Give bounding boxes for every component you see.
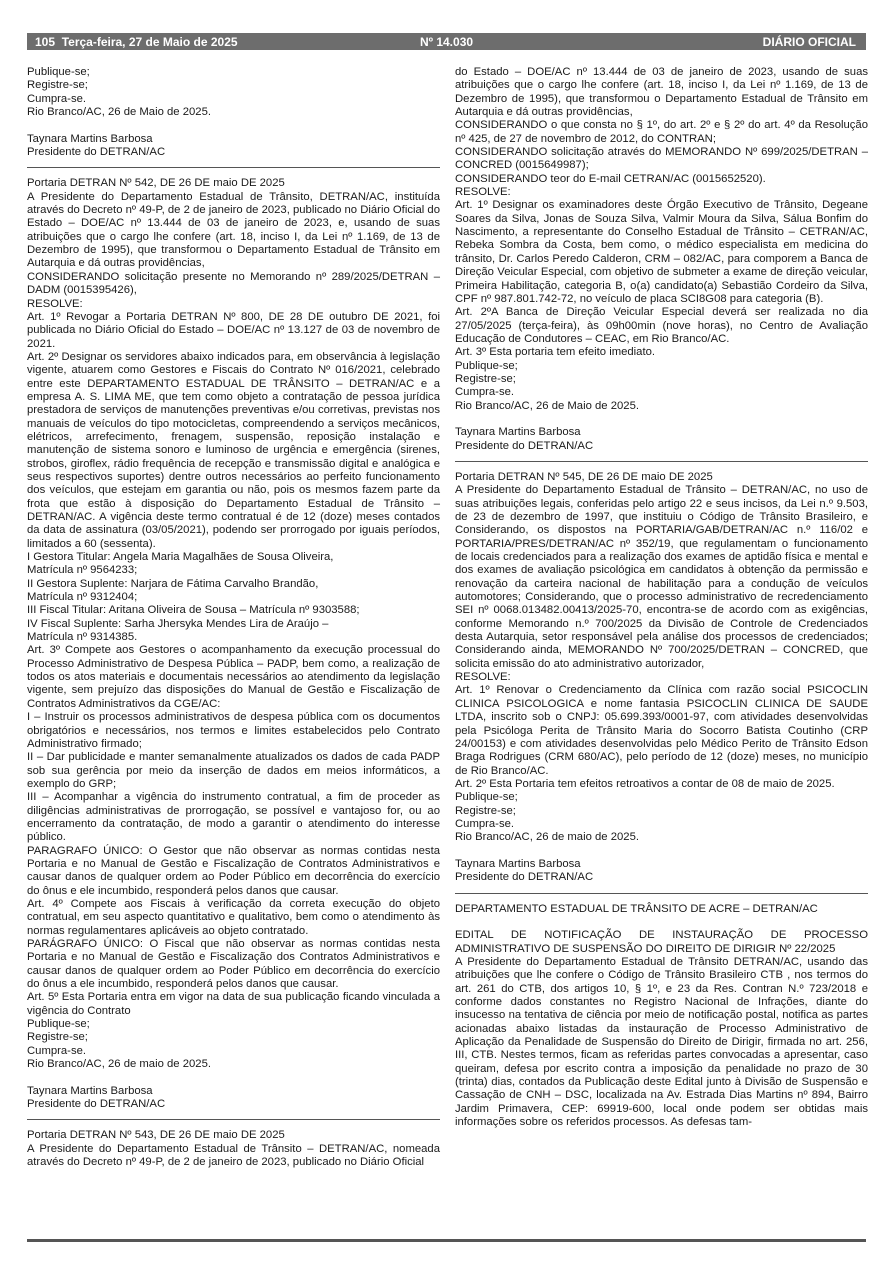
closing-line: Rio Branco/AC, 26 de Maio de 2025. [27, 106, 211, 119]
article-2: Art. 2ºA Banca de Direção Veicular Especial deverá ser realizada no dia 27/05/2025 (terça-feira), às 09h00min (nove horas), no Centro de Avaliação Educação de Condutores – CEAC, em Rio Branco/AC. [455, 306, 868, 345]
page-header [27, 33, 866, 50]
issue-date: Terça-feira, 27 de Maio de 2025 [61, 35, 238, 49]
portaria-543 [27, 1129, 440, 1169]
resolve-label: RESOLVE: [455, 671, 511, 684]
section-divider [27, 167, 440, 168]
signatory-name: Taynara Martins Barbosa [455, 426, 581, 439]
signatory-title: Presidente do DETRAN/AC [27, 146, 166, 159]
article-3: Art. 3º Compete aos Gestores o acompanhamento da execução processual do Processo Administrativo de Despesa Pública – PADP, bem como, a realização de todos os atos materiais e documentais necessários ao atendimento da legislação vigente, sem prejuízo das disposições do Manual de Gestão e Fiscalização de Contratos Administrativos da CGE/AC: [27, 644, 440, 710]
item-ii: II – Dar publicidade e manter semanalmente atualizados os dados de cada PADP sob sua gerência por meio da inserção de dados em meios informáticos, a exemplo do GRP; [27, 751, 440, 790]
paragrafo-unico-gestor: PARAGRAFO ÚNICO: O Gestor que não observar as normas contidas nesta Portaria e no Manual de Gestão e Fiscalização de Contratos Administrativos e causar danos de qualquer ordem ao Poder Público em decorrência do exercício do ônus e ele incumbido, responderá pelos danos que causar. [27, 844, 440, 897]
left-column [27, 66, 440, 1170]
article-3: Art. 3º Esta portaria tem efeito imediato. [455, 346, 656, 359]
role-line: III Fiscal Titular: Aritana Oliveira de Sousa – Matrícula nº 9303588; [27, 604, 360, 617]
considerando: CONSIDERANDO teor do E-mail CETRAN/AC (0015652520). [455, 172, 766, 185]
role-line: Matrícula nº 9312404; [27, 591, 138, 604]
role-line: IV Fiscal Suplente: Sarha Jhersyka Mendes Lira de Araújo – [27, 617, 329, 630]
signatory-name: Taynara Martins Barbosa [455, 857, 581, 870]
article-2: Art. 2º Esta Portaria tem efeitos retroativos a contar de 08 de maio de 2025. [455, 777, 835, 790]
closing-line: Rio Branco/AC, 26 de maio de 2025. [455, 831, 639, 844]
signatory-title: Presidente do DETRAN/AC [27, 1098, 166, 1111]
footer-rule [27, 1239, 866, 1242]
section-divider [455, 461, 868, 462]
closing-line: Cumpra-se. [455, 386, 515, 399]
closing-line: Publique-se; [27, 66, 90, 78]
signatory-name: Taynara Martins Barbosa [27, 132, 153, 145]
closing-line: Cumpra-se. [27, 1044, 87, 1057]
paragrafo-unico-fiscal: PARÁGRAFO ÚNICO: O Fiscal que não observar as normas contidas nesta Portaria e no Manual de Gestão e Fiscalização dos Contratos Administrativos e causar danos de qualquer ordem ao Poder Público em decorrência do exercício do ônus a ele incumbido, responderá pelos danos que causar. [27, 938, 440, 991]
article-1: Art. 1º Designar os examinadores deste Órgão Executivo de Trânsito, Degeane Soares da Silva, Jonas de Souza Silva, Valmir Moura da Silva, Sálua Bonfim do Nascimento, a representante do Conselho Estadual de Trânsito – CETRAN/AC, Rebeka Sombra da Costa, bem como, o médico especialista em medicina do trânsito, Dr. Carlos Peredo Calderon, CRM – 082/AC, para comporem a Banca de Direção Veicular Especial, com objetivo de submeter a exame de direção veicular, Primeira Habilitação, categoria B, o(a) candidato(a) Sebastião Cordeiro da Silva, CPF nº 987.801.742-72, no veículo de placa SCI8G08 para categoria (B). [455, 199, 868, 305]
edital-title: EDITAL DE NOTIFICAÇÃO DE INSTAURAÇÃO DE PROCESSO ADMINISTRATIVO DE SUSPENSÃO DO DIREITO DE DIRIGIR Nº 22/2025 [455, 929, 868, 955]
publication-name: DIÁRIO OFICIAL [762, 35, 856, 49]
closing-line: Registre-se; [27, 79, 88, 92]
right-column [455, 66, 868, 1129]
considerando: CONSIDERANDO o que consta no § 1º, do art. 2º e § 2º do art. 4º da Resolução nº 425, de 27 de novembro de 2012, do CONTRAN; [455, 119, 868, 145]
portaria-title: Portaria DETRAN Nº 545, DE 26 DE maio DE 2025 [455, 470, 713, 483]
article-4: Art. 4º Compete aos Fiscais à verificação da correta execução do objeto contratual, em seu aspecto quantitativo e qualitativo, bem como o atendimento às normas regulamentares aplicáveis ao objeto contratado. [27, 897, 440, 937]
signatory-title: Presidente do DETRAN/AC [455, 439, 594, 452]
portaria-543-continued [455, 66, 868, 453]
article-5: Art. 5º Esta Portaria entra em vigor na data de sua publicação ficando vinculada a vigência do Contrato [27, 991, 440, 1017]
section-divider [455, 893, 868, 894]
closing-line: Rio Branco/AC, 26 de maio de 2025. [27, 1058, 211, 1071]
closing-line: Publique-se; [455, 359, 518, 372]
signatory-title: Presidente do DETRAN/AC [455, 871, 594, 884]
closing-line: Registre-se; [455, 804, 516, 817]
considerando: CONSIDERANDO solicitação presente no Memorando nº 289/2025/DETRAN – DADM (0015395426), [27, 270, 440, 297]
portaria-body: A Presidente do Departamento Estadual de Trânsito – DETRAN/AC, no uso de suas atribuições legais, conferidas pelo artigo 22 e seus incisos, da Lei n.º 9.503, de 23 de dezembro de 1997, que instituiu o Código de Trânsito Brasileiro, e Considerando, os dispostos na PORTARIA/GAB/DETRAN/AC n.º 116/02 e PORTARIA/PRES/DETRAN/AC nº 352/19, que regulamentam o funcionamento de locais credenciados para a realização dos exames de aptidão física e mental e dos exames de avaliação psicológica em candidatos à obtenção da permissão e renovação da carteira nacional de habilitação para a condução de veículos automotores; Considerando, que o processo administrativo de recredenciamento SEI nº 0068.013482.00413/2025-70, encontra-se de acordo com as exigências, conforme Memorando n.º 700/2025 da Divisão de Controle de Credenciados desta Autarquia, setor responsável pela análise dos processos de credenciados; Considerando ainda, MEMORANDO Nº 700/2025/DETRAN – CONCRED, que solicita emissão do ato administrativo autorizador, [455, 484, 868, 670]
portaria-545 [455, 471, 868, 885]
issue-number: Nº 14.030 [419, 35, 474, 49]
edital-department: DEPARTAMENTO ESTADUAL DE TRÂNSITO DE ACRE – DETRAN/AC [455, 902, 818, 915]
portaria-title: Portaria DETRAN Nº 543, DE 26 DE maio DE 2025 [27, 1129, 285, 1142]
role-line: I Gestora Titular: Angela Maria Magalhães de Sousa Oliveira, [27, 551, 334, 564]
item-i: I – Instruir os processos administrativos de despesa pública com os documentos obrigatórios e necessários, nos termos e limites estabelecidos pelo Contrato Administrativo firmado; [27, 711, 440, 750]
role-line: Matrícula nº 9314385. [27, 631, 138, 644]
edital-body: A Presidente do Departamento Estadual de Trânsito DETRAN/AC, usando das atribuições que lhe confere o Código de Trânsito Brasileiro CTB , nos termos do art. 261 do CTB, dos artigos 10, § 1º, e 23 da Res. Contran N.º 723/2018 e conforme dados constantes no Registro Nacional de Infrações, diante do insucesso na tentativa de ciência por meio de notificação postal, notifica as partes acionadas abaixo listadas da instauração de Processo Administrativo de Aplicação da Penalidade de Suspensão do Direito de Dirigir, firmada no art. 256, III, CTB. Nestes termos, ficam as referidas partes convocadas a apresentar, caso queiram, defesa por escrito contra a imposição da penalidade no prazo de 30 (trinta) dias, contados da Publicação deste Edital junto à Divisão de Suspensão e Cassação de CNH – DSC, localizada na Av. Estrada Dias Martins nº 894, Bairro Jardim Primavera, CEP: 69919-600, local onde podem ser obtidas mais informações sobre os referidos processos. As defesas tam- [455, 956, 868, 1129]
resolve-label: RESOLVE: [455, 186, 511, 199]
closing-line: Publique-se; [455, 791, 518, 804]
closing-line: Rio Branco/AC, 26 de Maio de 2025. [455, 399, 639, 412]
closing-line: Cumpra-se. [455, 817, 515, 830]
item-iii: III – Acompanhar a vigência do instrumento contratual, a fim de proceder as diligências administrativas de prorrogação, se possível e vantajoso for, ou ao encerramento da contratação, de modo a garantir o atendimento do interesse público. [27, 791, 440, 844]
considerando: CONSIDERANDO solicitação através do MEMORANDO Nº 699/2025/DETRAN – CONCRED (0015649987); [455, 146, 868, 172]
signature-block-1 [27, 133, 440, 160]
signatory-name: Taynara Martins Barbosa [27, 1084, 153, 1097]
closing-line: Registre-se; [455, 372, 516, 385]
edital-notificacao [455, 903, 868, 1130]
portaria-title: Portaria DETRAN Nº 542, DE 26 DE maio DE 2025 [27, 177, 285, 190]
portaria-intro-continued: do Estado – DOE/AC nº 13.444 de 03 de janeiro de 2023, usando de suas atribuições que o cargo lhe confere (art. 18, inciso I, da Lei nº 1.169, de 13 de Dezembro de 1995), que transformou o Departamento Estadual de Trânsito em Autarquia e dá outras providências, [455, 66, 868, 119]
article-2: Art. 2º Designar os servidores abaixo indicados para, em observância à legislação vigente, atuarem como Gestores e Fiscais do Contrato Nº 016/2021, celebrado entre este DEPARTAMENTO ESTADUAL DE TRÂNSITO – DETRAN/AC e a empresa A. S. LIMA ME, que tem como objeto a contratação de pessoa jurídica prestadora de serviços de manutenções preventivas e/ou corretivas, previstas nos manuais de veículos do tipo motocicletas, compreendendo a serviços mecânicos, elétricos, arrefecimento, frenagem, suspensão, reposição instalação e manutenção de sistema sonoro e luminoso de urgência e emergência (sirenes, strobos, giroflex, rádio frequência de recepção e transmissão digital e analógica e seus respectivos suportes) dentre outros necessários ao perfeito funcionamento dos veículos, que estejam em garantia ou não, pois os mesmos fazem parte da frota que estão à disposição do Departamento Estadual de Trânsito – DETRAN/AC. A vigência deste termo contratual é de 12 (doze) meses contados da data de assinatura (03/05/2021), podendo ser prorrogado por iguais períodos, limitados a 60 (sessenta). [27, 350, 440, 550]
article-1: Art. 1º Revogar a Portaria DETRAN Nº 800, DE 28 DE outubro DE 2021, foi publicada no Diário Oficial do Estado – DOE/AC nº 13.127 de 03 de novembro de 2021. [27, 310, 440, 350]
role-line: II Gestora Suplente: Narjara de Fátima Carvalho Brandão, [27, 577, 319, 590]
closing-line: Registre-se; [27, 1031, 88, 1044]
section-divider [27, 1119, 440, 1120]
role-line: Matrícula nº 9564233; [27, 564, 138, 577]
closing-block-1 [27, 66, 440, 119]
closing-line: Cumpra-se. [27, 92, 87, 105]
portaria-intro: A Presidente do Departamento Estadual de Trânsito – DETRAN/AC, nomeada através do Decreto nº 49-P, de 2 de janeiro de 2023, publicado no Diário Oficial [27, 1142, 440, 1169]
portaria-542 [27, 177, 440, 1111]
portaria-intro: A Presidente do Departamento Estadual de Trânsito, DETRAN/AC, instituída através do Decreto nº 49-P, de 2 de janeiro de 2023, publicado no Diário Oficial do Estado – DOE/AC nº 13.444 de 03 de janeiro de 2023, e, usando de suas atribuições que o cargo lhe confere (art. 18, inciso I, da Lei nº 1.169, de 13 de Dezembro de 1995), que transformou o Departamento Estadual de Trânsito em Autarquia e dá outras providências, [27, 190, 440, 270]
closing-line: Publique-se; [27, 1018, 90, 1031]
resolve-label: RESOLVE: [27, 297, 83, 310]
page-number: 105 [35, 35, 56, 49]
article-1: Art. 1º Renovar o Credenciamento da Clínica com razão social PSICOCLIN CLINICA PSICOLOGICA e nome fantasia PSICOCLIN CLINICA DE SAUDE LTDA, inscrito sob o CNPJ: 05.699.393/0001-97, com atividades desenvolvidas pela Psicóloga Perita de Trânsito Maria do Socorro Batista Coutinho (CRP 24/00153) e com atividades desenvolvidas pelo Médico Perito de Trânsito Edson Braga Rodrigues (CRM 680/AC), pelo período de 12 (doze) meses, no município de Rio Branco/AC. [455, 684, 868, 777]
